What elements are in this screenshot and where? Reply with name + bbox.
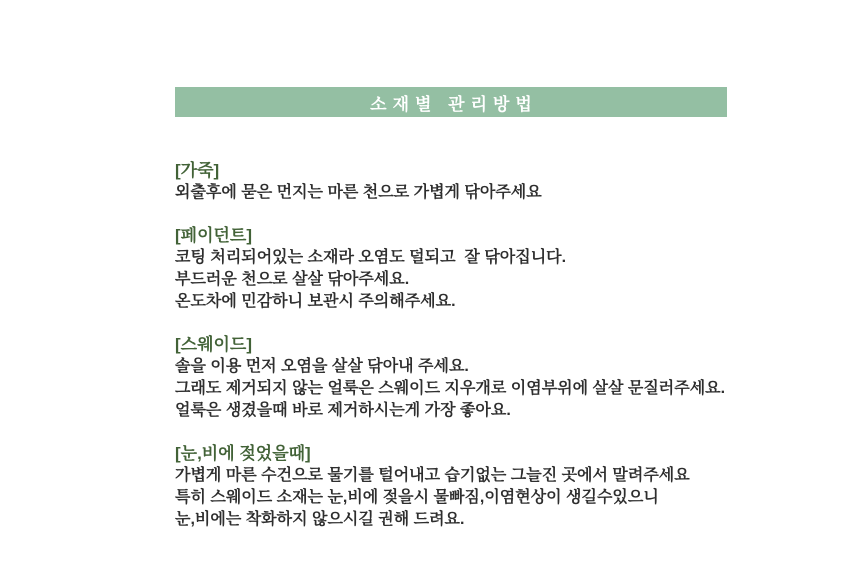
instruction-line: 그래도 제거되지 않는 얼룩은 스웨이드 지우개로 이염부위에 살살 문질러주세요. [175, 380, 726, 397]
instruction-line: 부드러운 천으로 살살 닦아주세요. [175, 271, 410, 288]
page-title: 소재별 관리방법 [370, 94, 538, 114]
section-heading: [가죽] [175, 161, 220, 180]
instruction-line: 특히 스웨이드 소재는 눈,비에 젖을시 물빠짐,이염현상이 생길수있으니 [175, 489, 659, 506]
instruction-line: 외출후에 묻은 먼지는 마른 천으로 가볍게 닦아주세요 [175, 184, 542, 201]
section-suede [175, 334, 815, 422]
instruction-line: 코팅 처리되어있는 소재라 오염도 덜되고 잘 닦아집니다. [175, 249, 567, 266]
section-heading: [스웨이드] [175, 335, 253, 354]
instruction-line: 솔을 이용 먼저 오염을 살살 닦아내 주세요. [175, 358, 469, 375]
instruction-line: 가볍게 마른 수건으로 물기를 털어내고 습기없는 그늘진 곳에서 말려주세요 [175, 467, 690, 484]
section-leather [175, 160, 815, 204]
section-heading: [눈,비에 젖었을때] [175, 444, 311, 463]
section-snow-rain [175, 443, 815, 531]
instruction-line: 얼룩은 생겼을때 바로 제거하시는게 가장 좋아요. [175, 402, 511, 419]
section-patent [175, 225, 815, 313]
section-heading: [페이던트] [175, 226, 253, 245]
section-title-bar [175, 87, 727, 117]
care-instructions [175, 160, 815, 552]
instruction-line: 눈,비에는 착화하지 않으시길 권해 드려요. [175, 511, 465, 528]
instruction-line: 온도차에 민감하니 보관시 주의해주세요. [175, 293, 456, 310]
